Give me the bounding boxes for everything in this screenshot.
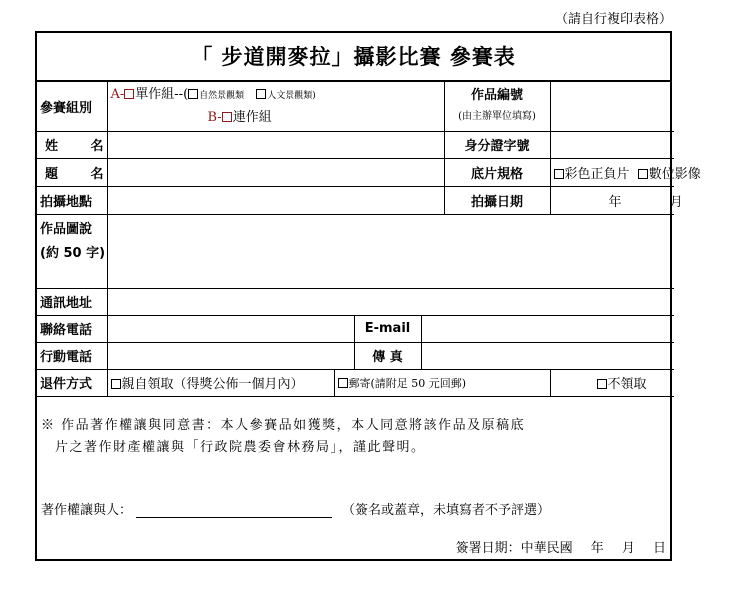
name-field[interactable] [107, 131, 444, 158]
year-label: 年 [608, 194, 622, 210]
form-title: 「 步道開麥拉」攝影比賽 參賽表 [37, 33, 670, 82]
address-row [37, 288, 674, 315]
name-label: 姓 名 [37, 131, 107, 158]
topic-label: 題 名 [37, 158, 107, 186]
id-label: 身分證字號 [444, 131, 550, 158]
place-field[interactable] [107, 186, 444, 214]
copy-note: （請自行複印表格） [554, 12, 672, 27]
spec-label: 底片規格 [444, 158, 550, 186]
no-return-label: 不領取 [607, 377, 647, 392]
month-label: 月 [669, 194, 683, 210]
id-field[interactable] [550, 131, 674, 158]
return-label: 退件方式 [37, 369, 107, 396]
self-pickup-label: 親自領取（得獎公佈一個月內） [121, 377, 304, 392]
cultural-label: 人文景觀類) [267, 91, 316, 102]
description-field[interactable] [107, 214, 674, 288]
phone-field[interactable] [107, 315, 354, 342]
topic-row [37, 158, 674, 186]
mobile-row [37, 342, 674, 369]
place-row [37, 186, 674, 214]
phone-row [37, 315, 674, 342]
mail-label: 郵寄(請附足 50 元回郵) [348, 376, 467, 390]
spec-options [550, 158, 701, 186]
return-option-1 [107, 369, 334, 396]
work-no-field[interactable] [550, 82, 674, 131]
name-row [37, 131, 674, 158]
topic-field[interactable] [107, 158, 444, 186]
natural-checkbox[interactable] [188, 89, 198, 99]
assignee-note: （簽名或蓋章，未填寫者不予評選） [342, 503, 551, 518]
cultural-checkbox[interactable] [256, 89, 266, 99]
option-b-label: 連作組 [232, 110, 272, 126]
color-film-label: 彩色正負片 [564, 166, 630, 182]
assignee-label: 著作權讓與人： [41, 503, 133, 518]
self-pickup-checkbox[interactable] [111, 379, 121, 389]
option-a-label: 單作組--( [135, 87, 189, 103]
date-label: 拍攝日期 [444, 186, 550, 214]
description-row [37, 214, 674, 288]
date-field[interactable] [550, 186, 683, 214]
mail-checkbox[interactable] [338, 378, 348, 388]
address-label: 通訊地址 [37, 288, 107, 315]
option-a-checkbox[interactable] [124, 89, 134, 99]
digital-label: 數位影像 [648, 166, 701, 182]
return-option-2 [334, 369, 550, 396]
work-no-label: 作品編號 [471, 88, 524, 104]
form-table [37, 82, 701, 397]
color-film-checkbox[interactable] [554, 169, 564, 179]
return-option-3 [550, 369, 674, 396]
entry-form [35, 31, 701, 561]
mobile-label: 行動電話 [37, 342, 107, 369]
email-field[interactable] [421, 315, 674, 342]
mobile-field[interactable] [107, 342, 354, 369]
work-no-note: (由主辦單位填寫) [458, 111, 536, 123]
group-label: 參賽組別 [37, 82, 107, 131]
fax-label: 傳 真 [354, 342, 421, 369]
group-row [37, 82, 674, 131]
fax-field[interactable] [421, 342, 674, 369]
phone-label: 聯絡電話 [37, 315, 107, 342]
natural-label: 自然景觀類 [199, 91, 245, 102]
digital-checkbox[interactable] [638, 169, 648, 179]
no-return-checkbox[interactable] [597, 379, 607, 389]
email-label: E-mail [354, 315, 421, 342]
group-options [107, 82, 444, 131]
return-row [37, 369, 674, 396]
place-label: 拍攝地點 [37, 186, 107, 214]
copyright-declaration: ※ 作品著作權讓與同意書：本人參賽品如獲獎，本人同意將該作品及原稿底 片之著作財產權讓與「行政院農委會林務局」，謹此聲明。 [41, 418, 526, 455]
option-a-prefix: A- [110, 87, 125, 103]
assignee-line [41, 499, 670, 518]
option-b-prefix: B- [207, 110, 222, 126]
work-no-cell [444, 82, 550, 131]
option-b-checkbox[interactable] [222, 112, 232, 122]
sign-date: 簽署日期：中華民國 年 月 日 [455, 541, 666, 556]
address-field[interactable] [107, 288, 674, 315]
signature-field[interactable] [136, 503, 332, 518]
description-label: 作品圖說 (約 50 字) [37, 214, 107, 288]
